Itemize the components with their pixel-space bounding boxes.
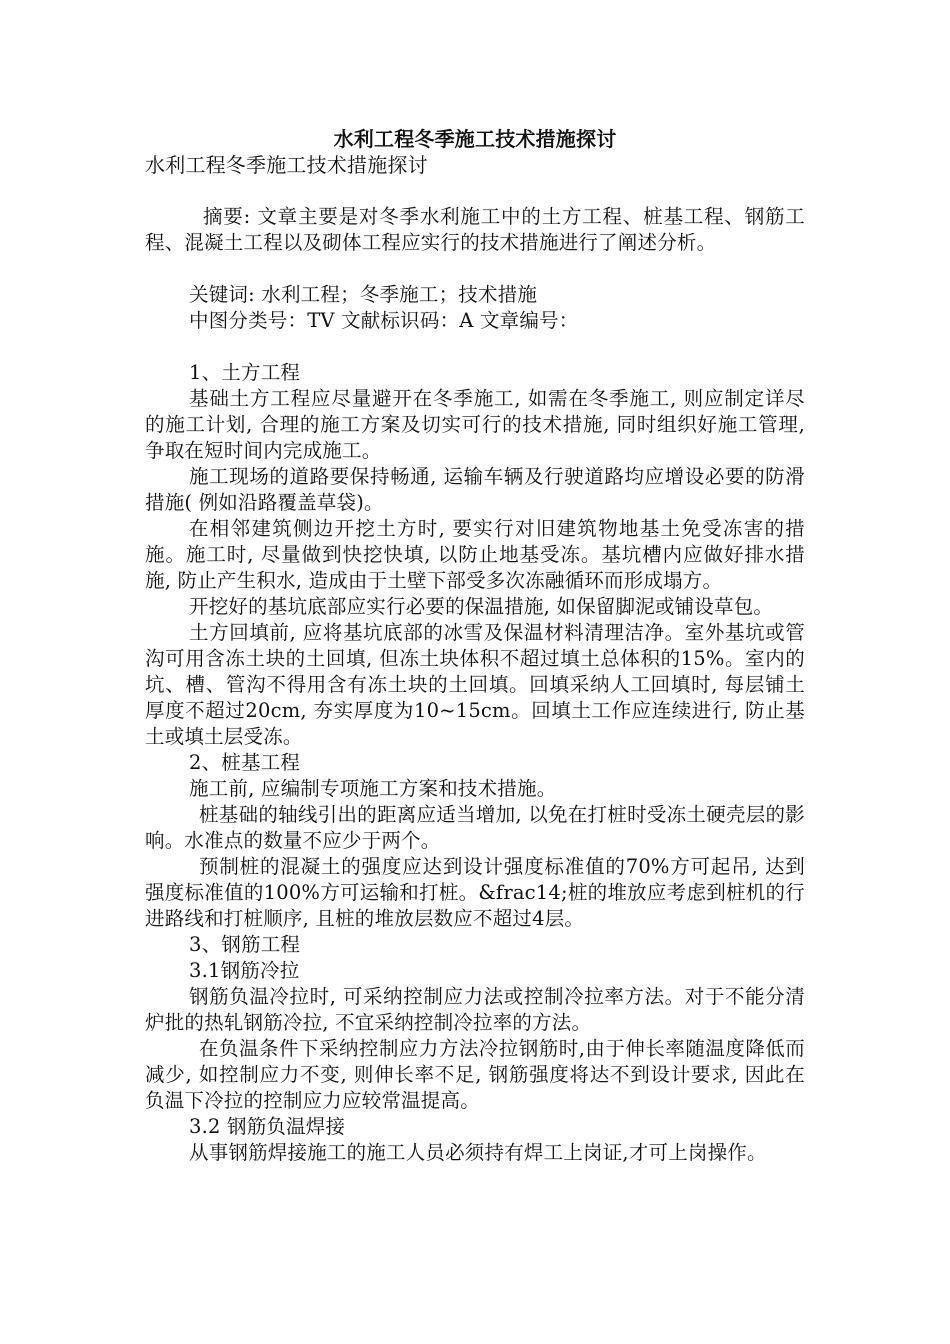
spacer	[145, 178, 805, 204]
subsection-heading: 3.2 钢筋负温焊接	[189, 1115, 346, 1138]
spacer	[145, 256, 805, 282]
body-paragraph: 土方回填前, 应将基坑底部的冰雪及保温材料清理洁净。室外基坑或管沟可用含冻土块的土回填, 但冻土块体积不超过填土总体积的15%。室内的坑、槽、管沟不得用含有冻土块的土回填。回填采纳人工回填时, 每层铺土厚度不超过20cm, 夯实厚度为10~15cm。回填土工作应连续进行, 防止基土或填土层受冻。	[145, 621, 805, 748]
section-heading-pile: 2、桩基工程	[189, 751, 301, 774]
subsection-heading: 3.1钢筋冷拉	[189, 959, 300, 982]
body-paragraph: 钢筋负温冷拉时, 可采纳控制应力法或控制冷拉率方法。对于不能分清炉批的热轧钢筋冷拉, 不宜采纳控制冷拉率的方法。	[145, 985, 805, 1034]
body-paragraph: 施工前, 应编制专项施工方案和技术措施。	[189, 777, 557, 800]
spacer	[145, 334, 805, 360]
body-paragraph: 在负温条件下采纳控制应力方法冷拉钢筋时,由于伸长率随温度降低而减少, 如控制应力不变, 则伸长率不足, 钢筋强度将达不到设计要求, 因此在负温下冷拉的控制应力应较常温提高。	[145, 1037, 805, 1112]
body-paragraph: 施工现场的道路要保持畅通, 运输车辆及行驶道路均应增设必要的防滑措施( 例如沿路覆盖草袋)。	[145, 465, 805, 514]
body-paragraph: 桩基础的轴线引出的距离应适当增加, 以免在打桩时受冻土硬壳层的影响。水准点的数量不应少于两个。	[145, 803, 805, 852]
keywords-line: 关键词: 水利工程；冬季施工；技术措施	[189, 283, 538, 306]
section-heading-rebar: 3、钢筋工程	[189, 933, 301, 956]
section-heading-earthwork: 1、土方工程	[189, 361, 301, 384]
body-paragraph: 在相邻建筑侧边开挖土方时, 要实行对旧建筑物地基土免受冻害的措施。施工时, 尽量做到快挖快填, 以防止地基受冻。基坑槽内应做好排水措施, 防止产生积水, 造成由于土壁下部受多次冻融循环而形成塌方。	[145, 517, 805, 592]
document-title: 水利工程冬季施工技术措施探讨	[333, 127, 617, 151]
body-paragraph: 开挖好的基坑底部应实行必要的保温措施, 如保留脚泥或铺设草包。	[189, 595, 774, 618]
body-paragraph: 基础土方工程应尽量避开在冬季施工, 如需在冬季施工, 则应制定详尽的施工计划, 合理的施工方案及切实可行的技术措施, 同时组织好施工管理, 争取在短时间内完成施工。	[145, 387, 805, 462]
body-paragraph: 预制桩的混凝土的强度应达到设计强度标准值的70%方可起吊, 达到强度标准值的100%方可运输和打桩。&frac14;桩的堆放应考虑到桩机的行进路线和打桩顺序, 且桩的堆放层数应不超过4层。	[145, 855, 805, 930]
classification-line: 中图分类号：TV 文献标识码：A 文章编号：	[189, 309, 579, 332]
document-page	[145, 126, 805, 1166]
body-paragraph: 从事钢筋焊接施工的施工人员必须持有焊工上岗证,才可上岗操作。	[189, 1141, 767, 1164]
document-subtitle: 水利工程冬季施工技术措施探讨	[145, 153, 428, 177]
abstract-paragraph: 摘要: 文章主要是对冬季水利施工中的土方工程、桩基工程、钢筋工程、混凝土工程以及砌体工程应实行的技术措施进行了阐述分析。	[145, 205, 805, 254]
